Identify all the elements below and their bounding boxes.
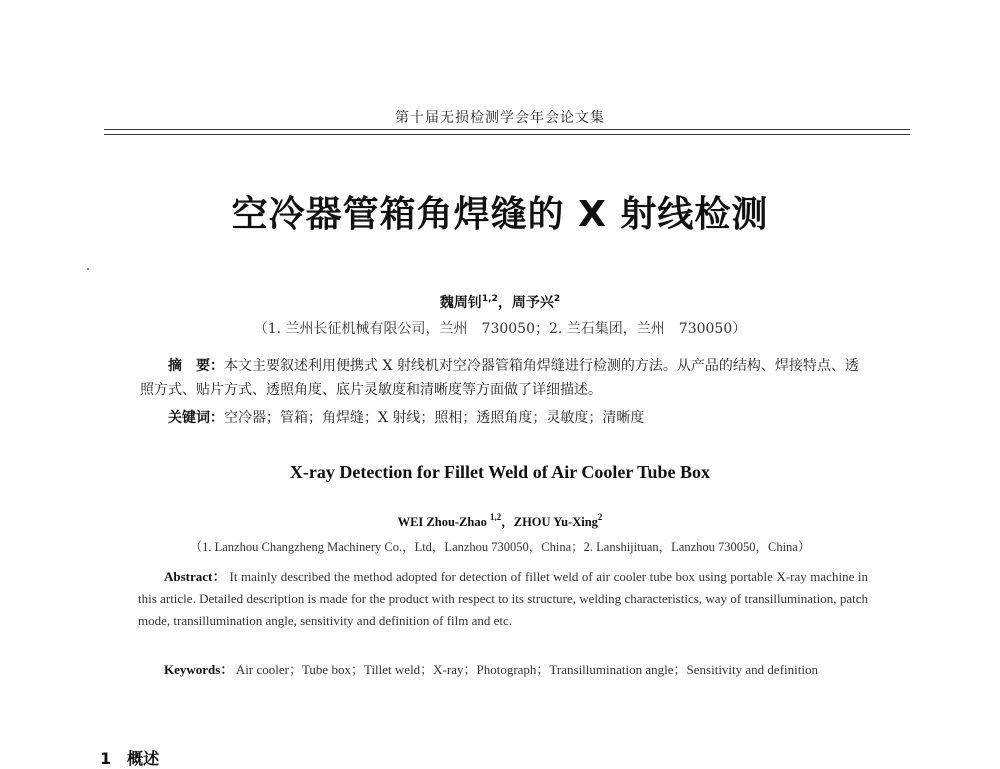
author-separator: ，: [497, 295, 512, 311]
authors-chinese: [0, 292, 1000, 312]
keywords-english: [138, 659, 868, 681]
abstract-text-chinese: 本文主要叙述利用便携式 X 射线机对空冷器管箱角焊缝进行检测的方法。从产品的结构、焊接特点、透照方式、贴片方式、透照角度、底片灵敏度和清晰度等方面做了详细描述。: [140, 358, 859, 398]
scan-speck: [87, 268, 89, 270]
paper-title-chinese: 空冷器管箱角焊缝的 X 射线检测: [231, 194, 769, 235]
author-1-name-english: WEI Zhou-Zhao: [397, 515, 487, 529]
keywords-label-english: Keywords：: [164, 662, 234, 677]
abstract-label-chinese: 摘 要：: [168, 358, 224, 374]
author-2-name-english: ZHOU Yu-Xing: [513, 515, 598, 529]
keywords-text-english: Air cooler；Tube box；Tillet weld；X-ray；Photograph；Transillumination angle；Sensitivity and definition: [235, 662, 818, 677]
author-separator-english: ，: [501, 515, 514, 529]
abstract-text-english: It mainly described the method adopted for detection of fillet weld of air cooler tube box using portable X-ray machine in this article. Detailed description is made for the product with respect to its structure, welding characteristics, way of transillumination, patch mode, transillumination angle, sensitivity and definition of film and etc.: [138, 569, 869, 628]
author-2-name: 周予兴: [511, 295, 554, 311]
abstract-chinese: [140, 354, 870, 402]
author-2-affiliation-mark-english: 2: [597, 512, 603, 522]
keywords-chinese: [140, 406, 870, 430]
running-head: 第十届无损检测学会年会论文集: [395, 110, 605, 126]
authors-english: [0, 512, 1000, 530]
header-rule-bottom: [104, 134, 910, 135]
header-rule-top: [104, 129, 910, 130]
keywords-label-chinese: 关键词：: [168, 410, 224, 426]
keywords-text-chinese: 空冷器；管箱；角焊缝；X 射线；照相；透照角度；灵敏度；清晰度: [224, 410, 645, 426]
author-1-affiliation-mark: 1,2: [481, 294, 498, 304]
abstract-label-english: Abstract：: [164, 569, 226, 584]
author-2-affiliation-mark: 2: [553, 294, 561, 304]
paper-title-english: X-ray Detection for Fillet Weld of Air Cooler Tube Box: [289, 462, 711, 482]
section-title: 概述: [127, 749, 160, 768]
affiliation-chinese: （1. 兰州长征机械有限公司，兰州 730050；2. 兰石集团，兰州 730050）: [253, 321, 747, 337]
author-1-affiliation-mark-english: 1,2: [489, 512, 502, 522]
affiliation-english: （1. Lanzhou Changzheng Machinery Co.，Ltd，Lanzhou 730050，China；2. Lanshijituan，Lanzhou 730050，China）: [189, 540, 811, 554]
author-1-name: 魏周钊: [439, 295, 482, 311]
section-number: 1: [100, 749, 112, 768]
abstract-english: [138, 566, 868, 632]
section-heading: [100, 746, 159, 769]
